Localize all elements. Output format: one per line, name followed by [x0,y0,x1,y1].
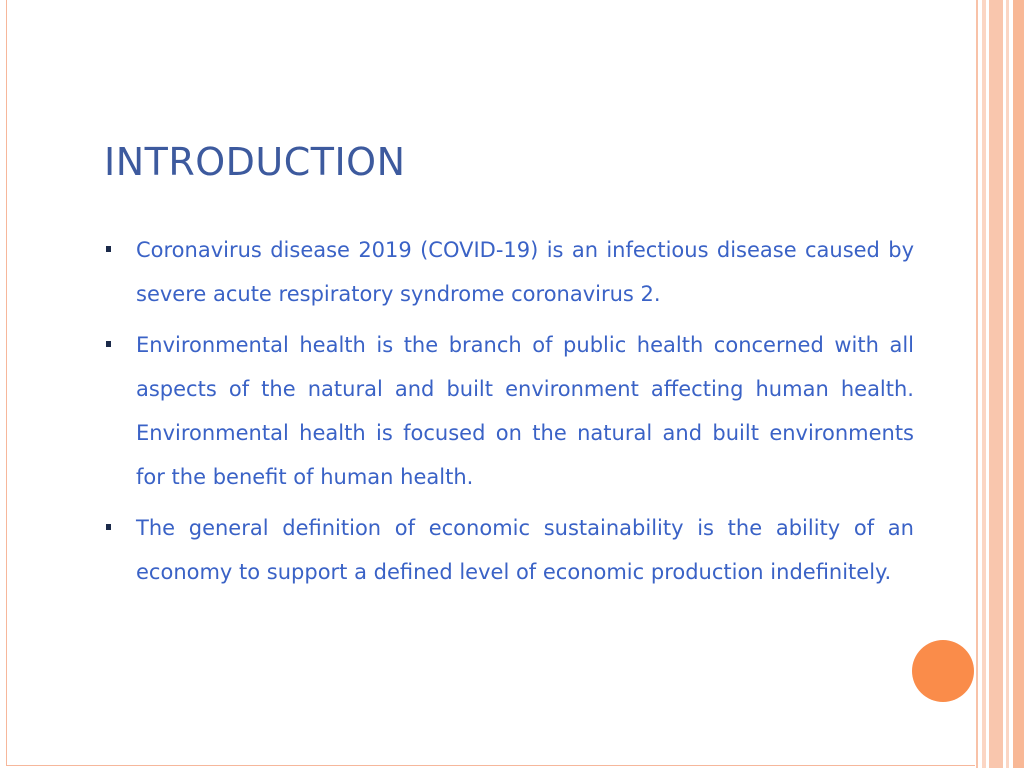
square-bullet-icon [106,524,111,530]
decorative-stripe [989,0,1003,768]
bullet-item [106,506,914,594]
bullet-item [106,323,914,499]
slide-title: INTRODUCTION [104,140,406,184]
bullet-text: Coronavirus disease 2019 (COVID-19) is an infectious disease caused by severe acute respiratory syndrome coronavirus 2. [136,238,914,306]
bullet-text: The general definition of economic sustainability is the ability of an economy to support a defined level of economic production indefinitely. [136,516,914,584]
bullet-item [106,228,914,316]
bullet-list [106,228,914,601]
square-bullet-icon [106,341,111,347]
decorative-stripe [982,0,986,768]
bullet-text: Environmental health is the branch of public health concerned with all aspects of the natural and built environment affecting human health. Environmental health is focused on the natural and built environments for the benefit of human health. [136,333,914,489]
orange-circle-decoration [912,640,974,702]
square-bullet-icon [106,246,111,252]
decorative-stripe [976,0,978,768]
decorative-stripe [1013,0,1024,768]
decorative-stripe [1006,0,1009,768]
